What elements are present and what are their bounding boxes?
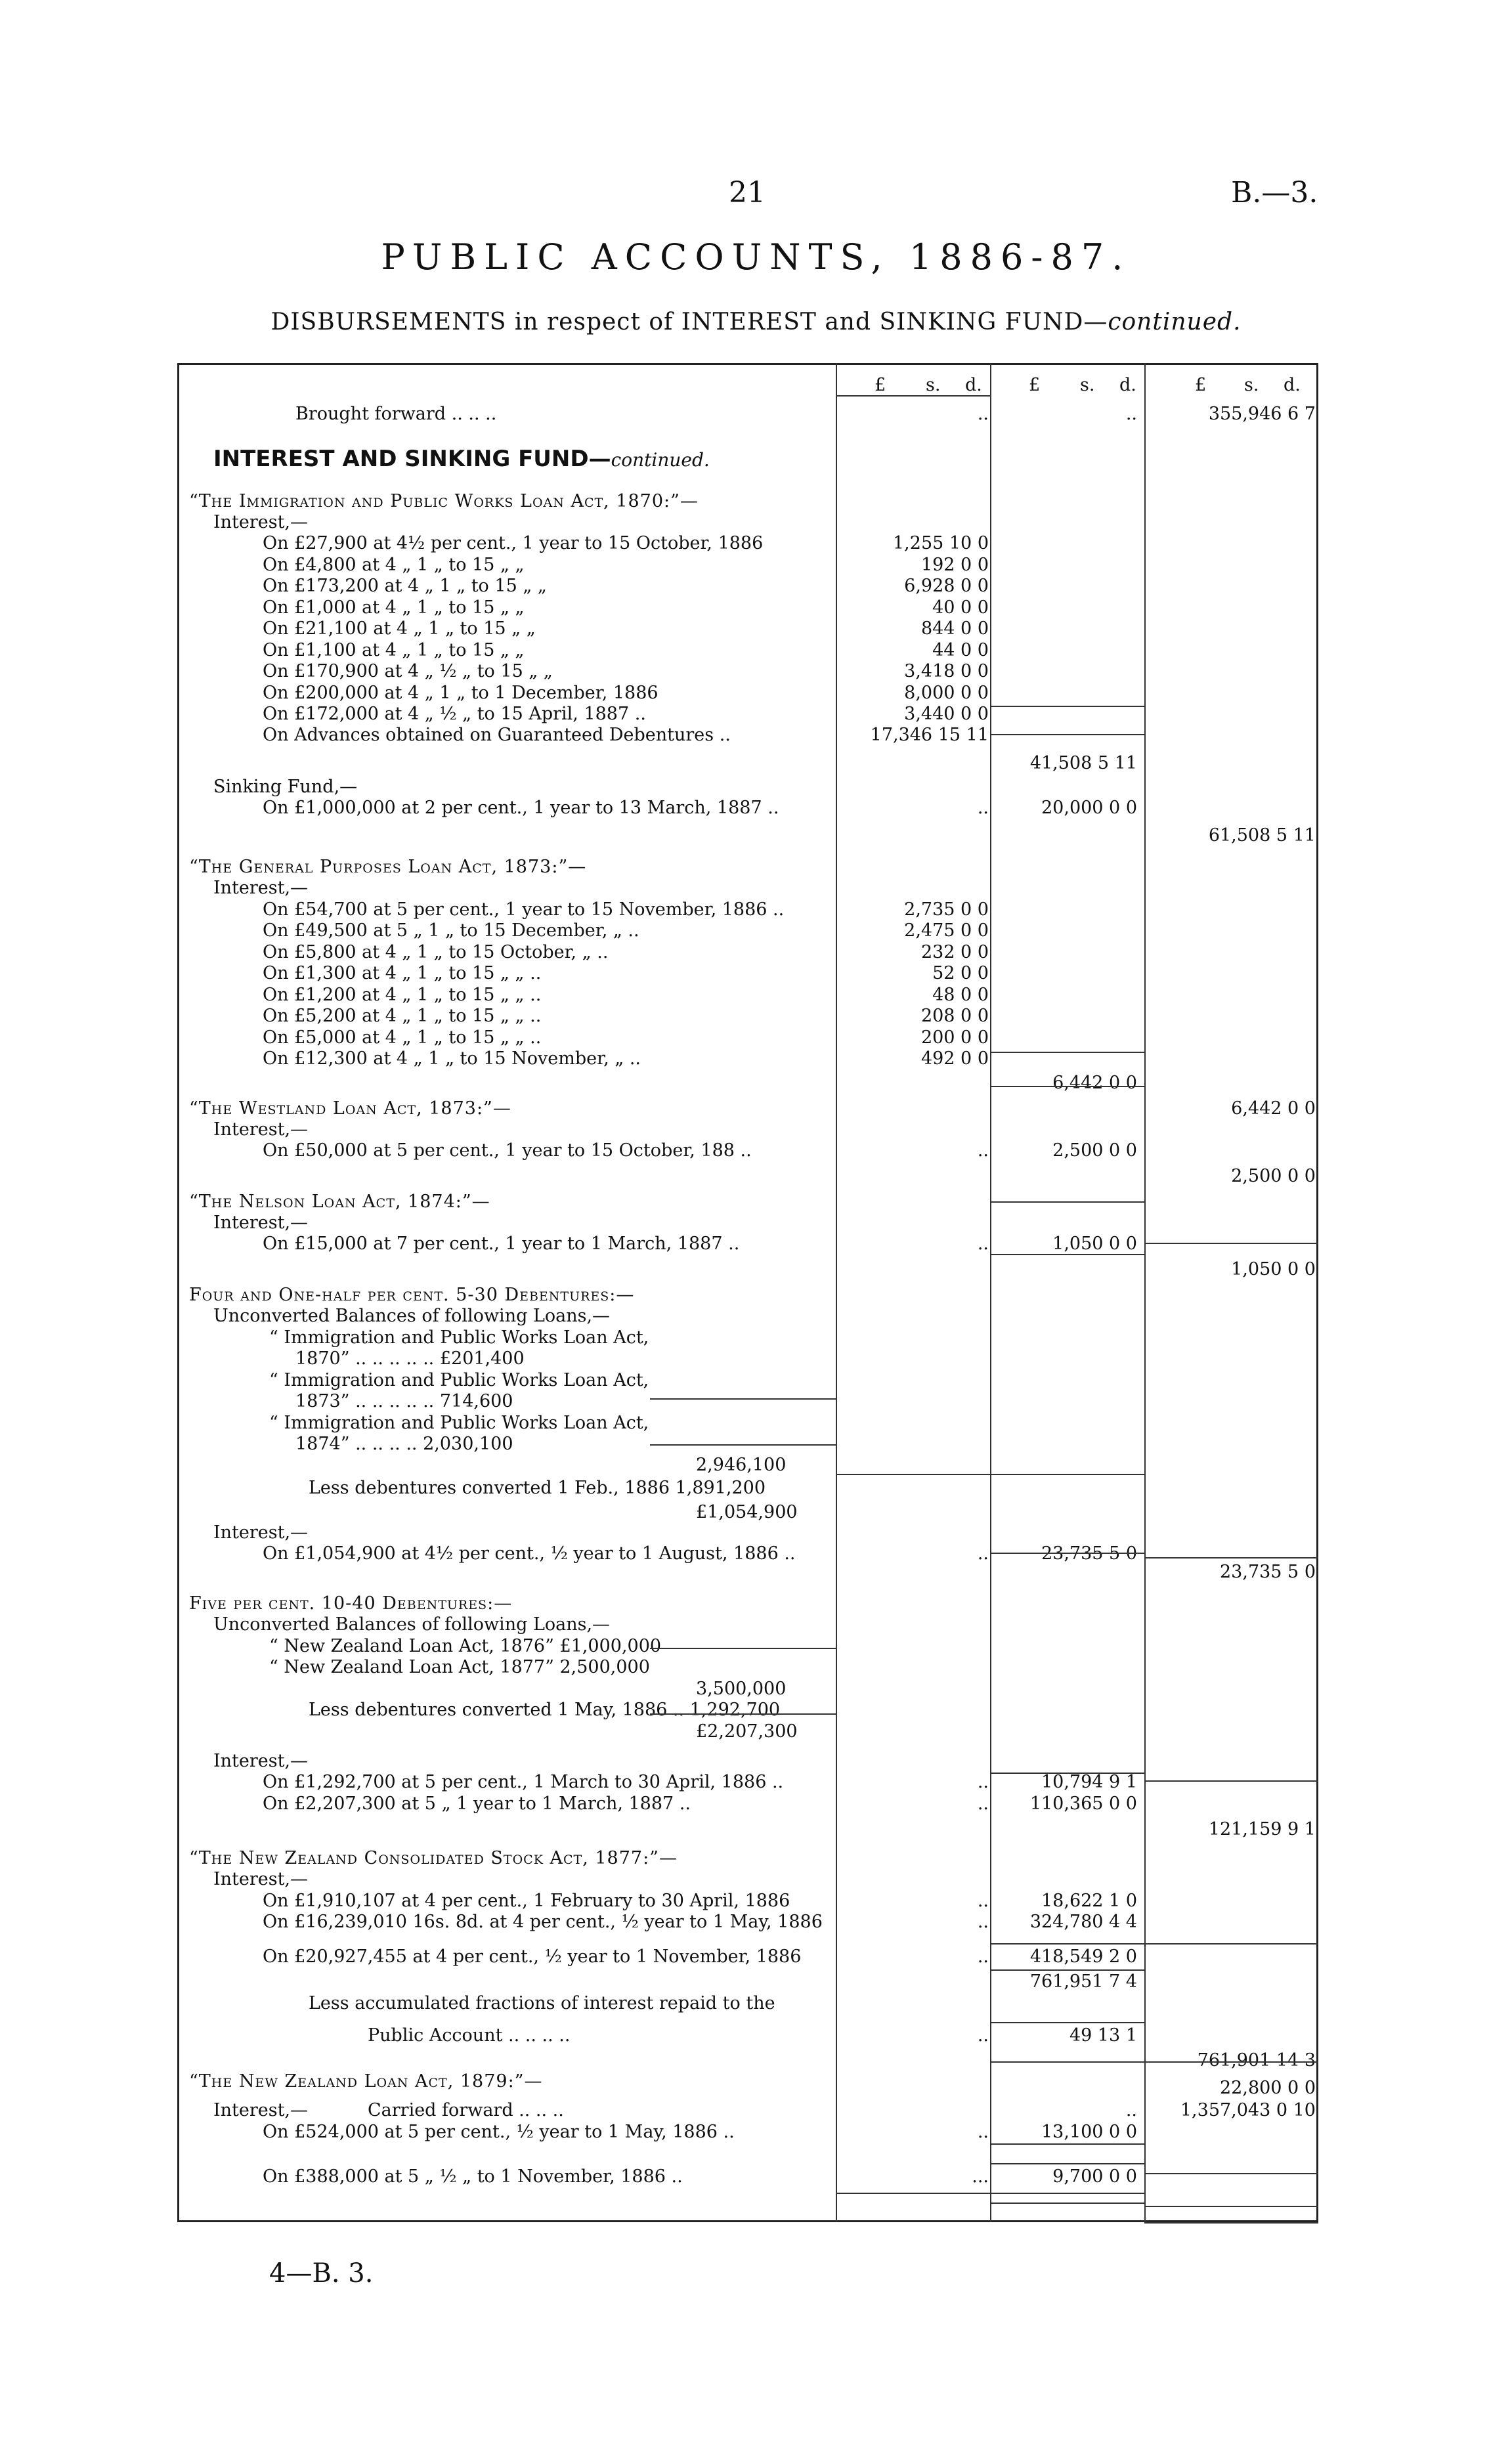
amount-total: 2,500 0 0 — [1231, 1166, 1316, 1186]
act-heading: “The New Zealand Consolidated Stock Act, 1877:”— — [189, 1848, 678, 1868]
ledger-row — [177, 1391, 1318, 1412]
rule-line — [990, 1773, 1144, 1774]
rule-line — [990, 2203, 1144, 2204]
amount-col2: 20,000 0 0 — [1041, 798, 1137, 818]
ledger-row — [177, 1657, 1318, 1678]
rule-line — [1144, 2061, 1318, 2063]
ledger-row — [177, 491, 1318, 512]
row-label: On £27,900 at 4½ per cent., 1 year to 15 October, 1886 — [263, 533, 764, 553]
row-label: On £524,000 at 5 per cent., ½ year to 1 May, 1886 .. — [263, 2122, 735, 2142]
rule-line — [836, 395, 990, 397]
ledger-row — [177, 1869, 1318, 1890]
page-title: PUBLIC ACCOUNTS, 1886-87. — [381, 236, 1131, 278]
row-label: On £5,000 at 4 „ 1 „ to 15 „ „ .. — [263, 1027, 542, 1048]
row-label: On £4,800 at 4 „ 1 „ to 15 „ „ — [263, 555, 525, 575]
row-label: Unconverted Balances of following Loans,— — [213, 1614, 611, 1635]
row-label: On Advances obtained on Guaranteed Debentures .. — [263, 725, 731, 745]
act-heading: Five per cent. 10-40 Debentures:— — [189, 1593, 513, 1614]
amount-col2: 18,622 1 0 — [1041, 1891, 1137, 1911]
rule-line — [990, 2061, 1144, 2063]
amount-col1: .. — [977, 2025, 989, 2046]
section-heading: INTEREST AND SINKING FUND—continued. — [213, 446, 710, 472]
row-label: “ New Zealand Loan Act, 1877” 2,500,000 — [269, 1657, 650, 1677]
ledger-row — [177, 1048, 1318, 1069]
ledger-row — [177, 1593, 1318, 1614]
ledger-row — [177, 1848, 1318, 1869]
ledger-row — [177, 1027, 1318, 1048]
rule-line — [836, 2193, 990, 2194]
ledger-row — [177, 1794, 1318, 1815]
col3-pence-head: d. — [1284, 375, 1301, 395]
ledger-row — [177, 1285, 1318, 1306]
amount-col1: 3,440 0 0 — [904, 704, 989, 724]
amount-col1: 40 0 0 — [932, 597, 989, 618]
amount-col1: .. — [977, 2122, 989, 2142]
ledger-row — [177, 777, 1318, 798]
ledger-row — [177, 1213, 1318, 1234]
row-label: On £1,000 at 4 „ 1 „ to 15 „ „ — [263, 597, 525, 618]
ledger-row — [177, 1455, 1318, 1476]
amount-col1: ... — [972, 2166, 989, 2187]
row-label: £2,207,300 — [696, 1721, 798, 1742]
amount-col2: 41,508 5 11 — [1029, 753, 1137, 773]
amount-col2: 23,735 5 0 — [1041, 1543, 1137, 1564]
ledger-row — [177, 1993, 1318, 2014]
amount-col1: .. — [977, 1140, 989, 1161]
rule-line — [990, 734, 1144, 735]
amount-total: 761,901 14 3 — [1197, 2050, 1316, 2071]
page-code: B.—3. — [1231, 176, 1318, 209]
row-label: Interest,— — [213, 2100, 309, 2120]
row-label: 2,946,100 — [696, 1455, 787, 1475]
row-label: 1870” .. .. .. .. .. £201,400 — [295, 1348, 525, 1369]
ledger-row — [177, 555, 1318, 576]
ledger-row — [177, 1306, 1318, 1327]
rule-line — [990, 1553, 1144, 1554]
act-heading: Four and One-half per cent. 5-30 Debentures:— — [189, 1285, 635, 1305]
ledger-row — [177, 1679, 1318, 1700]
row-label: 1874” .. .. .. .. 2,030,100 — [295, 1434, 513, 1454]
ledger-row — [177, 1819, 1318, 1840]
ledger-row — [177, 661, 1318, 682]
row-label: On £20,927,455 at 4 per cent., ½ year to 1 November, 1886 — [263, 1946, 802, 1967]
rule-line — [990, 1201, 1144, 1203]
rule-line — [990, 1254, 1144, 1255]
col1-pence-head: d. — [965, 375, 982, 395]
amount-col2: 1,050 0 0 — [1052, 1234, 1137, 1254]
ledger-row — [177, 1751, 1318, 1772]
amount-total: 22,800 0 0 — [1220, 2078, 1316, 2098]
ledger-row — [177, 985, 1318, 1006]
amount-col1: .. — [977, 1912, 989, 1932]
amount-col1: 2,735 0 0 — [904, 899, 989, 920]
row-label: Interest,— — [213, 1213, 309, 1233]
row-label: Less debentures converted 1 May, 1886 .. 1,292,700 — [309, 1700, 781, 1720]
amount-col1: 8,000 0 0 — [904, 683, 989, 703]
row-label: “ Immigration and Public Works Loan Act, — [269, 1370, 649, 1390]
amount-total: 61,508 5 11 — [1208, 825, 1316, 846]
ledger-row — [177, 857, 1318, 878]
ledger-row — [177, 1502, 1318, 1523]
act-heading: “The Westland Loan Act, 1873:”— — [189, 1098, 511, 1119]
row-label: 1873” .. .. .. .. .. 714,600 — [295, 1391, 513, 1411]
ledger-row — [177, 1614, 1318, 1635]
row-label: On £49,500 at 5 „ 1 „ to 15 December, „ .. — [263, 920, 639, 941]
ledger-row — [177, 2078, 1318, 2099]
row-label: Interest,— — [213, 1869, 309, 1889]
ledger-row — [177, 1700, 1318, 1721]
col2-pounds-head: £ — [1029, 375, 1041, 395]
rule-line — [650, 1713, 836, 1715]
row-label: “ New Zealand Loan Act, 1876” £1,000,000 — [269, 1636, 662, 1656]
amount-col2: 761,951 7 4 — [1029, 1971, 1137, 1992]
rule-line — [990, 2193, 1144, 2194]
row-label: On £1,000,000 at 2 per cent., 1 year to 13 March, 1887 .. — [263, 798, 779, 818]
rule-line — [650, 1648, 836, 1649]
amount-col1: 17,346 15 11 — [870, 725, 989, 745]
amount-col2: .. — [1125, 2100, 1137, 2120]
ledger-row — [177, 704, 1318, 725]
ledger-row — [177, 2100, 1318, 2121]
rule-line — [990, 1943, 1144, 1945]
ledger-row — [177, 920, 1318, 941]
ledger-row — [177, 725, 1318, 746]
ledger-row — [177, 798, 1318, 819]
row-label: On £388,000 at 5 „ ½ „ to 1 November, 1886 .. — [263, 2166, 683, 2187]
ledger-row — [177, 1327, 1318, 1348]
row-label: On £200,000 at 4 „ 1 „ to 1 December, 1886 — [263, 683, 659, 703]
rule-line — [650, 1444, 836, 1446]
row-label: On £1,910,107 at 4 per cent., 1 February to 30 April, 1886 — [263, 1891, 790, 1911]
row-label: Unconverted Balances of following Loans,— — [213, 1306, 611, 1326]
amount-col1: 200 0 0 — [920, 1027, 989, 1048]
amount-col2: 418,549 2 0 — [1029, 1946, 1137, 1967]
rule-line — [990, 1474, 1144, 1475]
col2-pence-head: d. — [1119, 375, 1136, 395]
row-label: “ Immigration and Public Works Loan Act, — [269, 1413, 649, 1433]
row-label: On £21,100 at 4 „ 1 „ to 15 „ „ — [263, 618, 536, 639]
col3-shillings-head: s. — [1244, 375, 1259, 395]
ledger-row — [177, 1348, 1318, 1369]
amount-col1: 44 0 0 — [932, 640, 989, 660]
ledger-row — [177, 640, 1318, 661]
ledger-row — [177, 1721, 1318, 1742]
subtitle-main: DISBURSEMENTS in respect of INTEREST and SINKING FUND— — [270, 309, 1108, 335]
amount-total: 6,442 0 0 — [1231, 1098, 1316, 1119]
ledger-row — [177, 899, 1318, 920]
rule-line — [650, 1398, 836, 1400]
footer-signature: 4—B. 3. — [269, 2258, 374, 2289]
row-label: On £12,300 at 4 „ 1 „ to 15 November, „ .. — [263, 1048, 641, 1069]
ledger-row — [177, 404, 1318, 425]
row-label: On £16,239,010 16s. 8d. at 4 per cent., ½ year to 1 May, 1886 — [263, 1912, 823, 1932]
row-label: Sinking Fund,— — [213, 777, 358, 797]
amount-total: 121,159 9 1 — [1208, 1819, 1316, 1839]
col3-pounds-head: £ — [1195, 375, 1207, 395]
table-border-top — [177, 363, 1318, 365]
amount-col2: .. — [1125, 404, 1137, 424]
row-label: On £1,100 at 4 „ 1 „ to 15 „ „ — [263, 640, 525, 660]
ledger-row — [177, 1234, 1318, 1255]
row-label: On £2,207,300 at 5 „ 1 year to 1 March, 1887 .. — [263, 1794, 691, 1814]
ledger-row — [177, 683, 1318, 704]
row-label: Public Account .. .. .. .. — [368, 2025, 571, 2046]
act-heading: “The New Zealand Loan Act, 1879:”— — [189, 2071, 543, 2092]
ledger-row — [177, 1478, 1318, 1499]
amount-col2: 13,100 0 0 — [1041, 2122, 1137, 2142]
row-label: On £5,200 at 4 „ 1 „ to 15 „ „ .. — [263, 1006, 542, 1026]
ledger-row — [177, 1192, 1318, 1213]
rule-line — [1144, 1943, 1318, 1945]
rule-line — [990, 2163, 1144, 2164]
amount-col1: .. — [977, 1891, 989, 1911]
row-label: On £172,000 at 4 „ ½ „ to 15 April, 1887 .. — [263, 704, 646, 724]
ledger-row — [177, 1098, 1318, 1119]
ledger-row — [177, 1891, 1318, 1912]
row-label: On £50,000 at 5 per cent., 1 year to 15 October, 188 .. — [263, 1140, 752, 1161]
amount-col1: 2,475 0 0 — [904, 920, 989, 941]
row-label: Interest,— — [213, 878, 309, 898]
amount-col1: .. — [977, 1543, 989, 1564]
row-label: On £170,900 at 4 „ ½ „ to 15 „ „ — [263, 661, 553, 681]
ledger-row — [177, 1562, 1318, 1583]
row-label: On £1,054,900 at 4½ per cent., ½ year to 1 August, 1886 .. — [263, 1543, 796, 1564]
ledger-row — [177, 942, 1318, 963]
ledger-row — [177, 1119, 1318, 1140]
ledger-row — [177, 1772, 1318, 1793]
ledger-row — [177, 1006, 1318, 1027]
rule-line — [1144, 2173, 1318, 2174]
amount-col1: 1,255 10 0 — [893, 533, 989, 553]
ledger-row — [177, 2025, 1318, 2046]
amount-total: 23,735 5 0 — [1220, 1562, 1316, 1582]
amount-col1: 232 0 0 — [920, 942, 989, 962]
rule-line — [1144, 2222, 1318, 2224]
rule-line — [1144, 2206, 1318, 2207]
row-label: On £54,700 at 5 per cent., 1 year to 15 November, 1886 .. — [263, 899, 785, 920]
amount-col2: 6,442 0 0 — [1052, 1073, 1137, 1093]
act-heading: “The Nelson Loan Act, 1874:”— — [189, 1192, 490, 1212]
amount-col1: 208 0 0 — [920, 1006, 989, 1026]
ledger-row — [177, 825, 1318, 846]
amount-col1: 52 0 0 — [932, 963, 989, 983]
row-label: Carried forward .. .. .. — [368, 2100, 564, 2120]
amount-col2: 9,700 0 0 — [1052, 2166, 1137, 2187]
row-label: Less debentures converted 1 Feb., 1886 1,891,200 — [309, 1478, 766, 1498]
ledger-row — [177, 963, 1318, 984]
rule-line — [1144, 1780, 1318, 1782]
amount-total: 355,946 6 7 — [1208, 404, 1316, 424]
row-label: £1,054,900 — [696, 1502, 798, 1522]
page-number: 21 — [729, 176, 766, 209]
row-label: Interest,— — [213, 1119, 309, 1140]
ledger-row — [177, 2122, 1318, 2143]
amount-col1: .. — [977, 1946, 989, 1967]
ledger-row — [177, 1166, 1318, 1187]
ledger-row — [177, 1971, 1318, 1992]
amount-col1: 192 0 0 — [920, 555, 989, 575]
amount-col1: .. — [977, 1772, 989, 1792]
rule-line — [990, 706, 1144, 707]
ledger-row — [177, 1073, 1318, 1094]
amount-total: 1,357,043 0 10 — [1180, 2100, 1316, 2120]
row-label: On £5,800 at 4 „ 1 „ to 15 October, „ .. — [263, 942, 609, 962]
amount-col2: 110,365 0 0 — [1029, 1794, 1137, 1814]
amount-col2: 10,794 9 1 — [1041, 1772, 1137, 1792]
row-label: On £173,200 at 4 „ 1 „ to 15 „ „ — [263, 576, 547, 596]
rule-line — [990, 1969, 1144, 1971]
ledger-row — [177, 2050, 1318, 2071]
act-heading: “The General Purposes Loan Act, 1873:”— — [189, 857, 587, 877]
row-label: On £1,300 at 4 „ 1 „ to 15 „ „ .. — [263, 963, 542, 983]
rule-line — [990, 1052, 1144, 1053]
row-label: On £1,200 at 4 „ 1 „ to 15 „ „ .. — [263, 985, 542, 1005]
subtitle-italic: continued. — [1108, 309, 1242, 335]
ledger-row — [177, 576, 1318, 597]
row-label: 3,500,000 — [696, 1679, 787, 1699]
amount-col2: 324,780 4 4 — [1029, 1912, 1137, 1932]
amount-col1: .. — [977, 798, 989, 818]
amount-total: 1,050 0 0 — [1231, 1259, 1316, 1279]
ledger-row — [177, 1370, 1318, 1391]
row-label: Brought forward .. .. .. — [295, 404, 497, 424]
amount-col1: 492 0 0 — [920, 1048, 989, 1069]
ledger-row — [177, 533, 1318, 554]
page-subtitle — [0, 309, 1512, 335]
rule-line — [990, 2143, 1144, 2145]
ledger-row — [177, 753, 1318, 774]
rule-line — [1144, 1243, 1318, 1244]
row-label: Interest,— — [213, 1522, 309, 1543]
ledger-row — [177, 1636, 1318, 1657]
ledger-row — [177, 878, 1318, 899]
rule-line — [990, 2022, 1144, 2023]
row-label: On £1,292,700 at 5 per cent., 1 March to 30 April, 1886 .. — [263, 1772, 784, 1792]
amount-col2: 2,500 0 0 — [1052, 1140, 1137, 1161]
amount-col1: .. — [977, 1234, 989, 1254]
amount-col1: 844 0 0 — [920, 618, 989, 639]
row-label: “ Immigration and Public Works Loan Act, — [269, 1327, 649, 1348]
amount-col1: 3,418 0 0 — [904, 661, 989, 681]
row-label: Less accumulated fractions of interest repaid to the — [309, 1993, 775, 2013]
ledger-row — [177, 1259, 1318, 1280]
amount-col1: .. — [977, 1794, 989, 1814]
amount-col1: 6,928 0 0 — [904, 576, 989, 596]
row-label: On £15,000 at 7 per cent., 1 year to 1 March, 1887 .. — [263, 1234, 740, 1254]
col2-shillings-head: s. — [1080, 375, 1095, 395]
amount-col1: .. — [977, 404, 989, 424]
ledger-row — [177, 597, 1318, 618]
ledger-row — [177, 1946, 1318, 1967]
amount-col1: 48 0 0 — [932, 985, 989, 1005]
ledger-row — [177, 618, 1318, 639]
amount-col2: 49 13 1 — [1069, 2025, 1137, 2046]
ledger-row — [177, 1413, 1318, 1434]
ledger-row — [177, 1522, 1318, 1543]
rule-line — [1144, 1557, 1318, 1558]
ledger-row — [177, 512, 1318, 533]
ledger-row — [177, 1140, 1318, 1161]
col1-shillings-head: s. — [926, 375, 941, 395]
ledger-row — [177, 2166, 1318, 2187]
ledger-row — [177, 446, 1318, 472]
ledger-row — [177, 1912, 1318, 1933]
rule-line — [990, 1086, 1144, 1087]
col1-pounds-head: £ — [875, 375, 886, 395]
row-label: Interest,— — [213, 1751, 309, 1771]
act-heading: “The Immigration and Public Works Loan Act, 1870:”— — [189, 491, 699, 511]
ledger-table — [177, 363, 1318, 2222]
row-label: Interest,— — [213, 512, 309, 532]
